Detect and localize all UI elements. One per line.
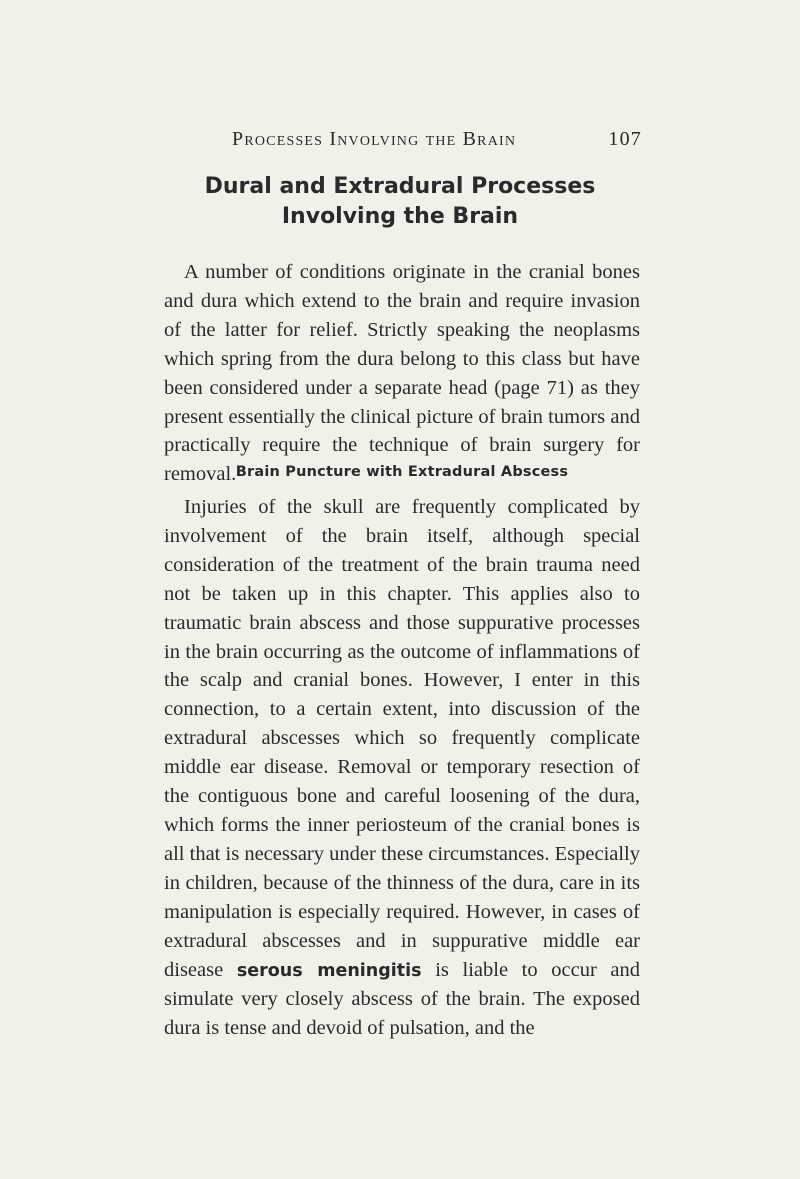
chapter-title: Dural and Extradural Processes Involving the Brain [204,174,596,229]
section-heading: Brain Puncture with Extradural Abscess [235,464,569,480]
running-head [232,128,642,151]
intro-paragraph: A number of conditions originate in the cranial bones and dura which extend to the brain and require invasion of the latter for relief. Strictly speaking the neoplasms which spring from the dura belong to this class but have been considered under a separate head (page 71) as they present essentially the clinical picture of brain tumors and practically require the technique of brain surgery for removal. [164,261,640,486]
emphasized-term: serous meningitis [236,960,422,981]
page-number: 107 [608,128,642,150]
paragraph-text-after: is liable to occur and simulate very closely abscess of the brain. The exposed dura is tense and devoid of pulsation, and the [164,958,641,1040]
body-paragraph [164,493,640,1043]
running-head-title: Processes Involving the Brain [232,128,517,150]
paragraph-text-before: Injuries of the skull are frequently complicated by involvement of the brain itself, although special consideration of the treatment of the brain trauma need not be taken up in this chapter. This applies also to traumatic brain abscess and those suppurative processes in the brain occurring as the outcome of inflammations of the scalp and cranial bones. However, I enter in this connection, to a certain extent, into discussion of the extradural abscesses which so frequently complicate middle ear disease. Removal or temporary resection of the contiguous bone and careful loosening of the dura, which forms the inner periosteum of the cranial bones is all that is necessary under these circumstances. Especially in children, because of the thinness of the dura, care in its manipulation is especially required. However, in cases of extradural abscesses and in suppurative middle ear disease [164,496,640,981]
